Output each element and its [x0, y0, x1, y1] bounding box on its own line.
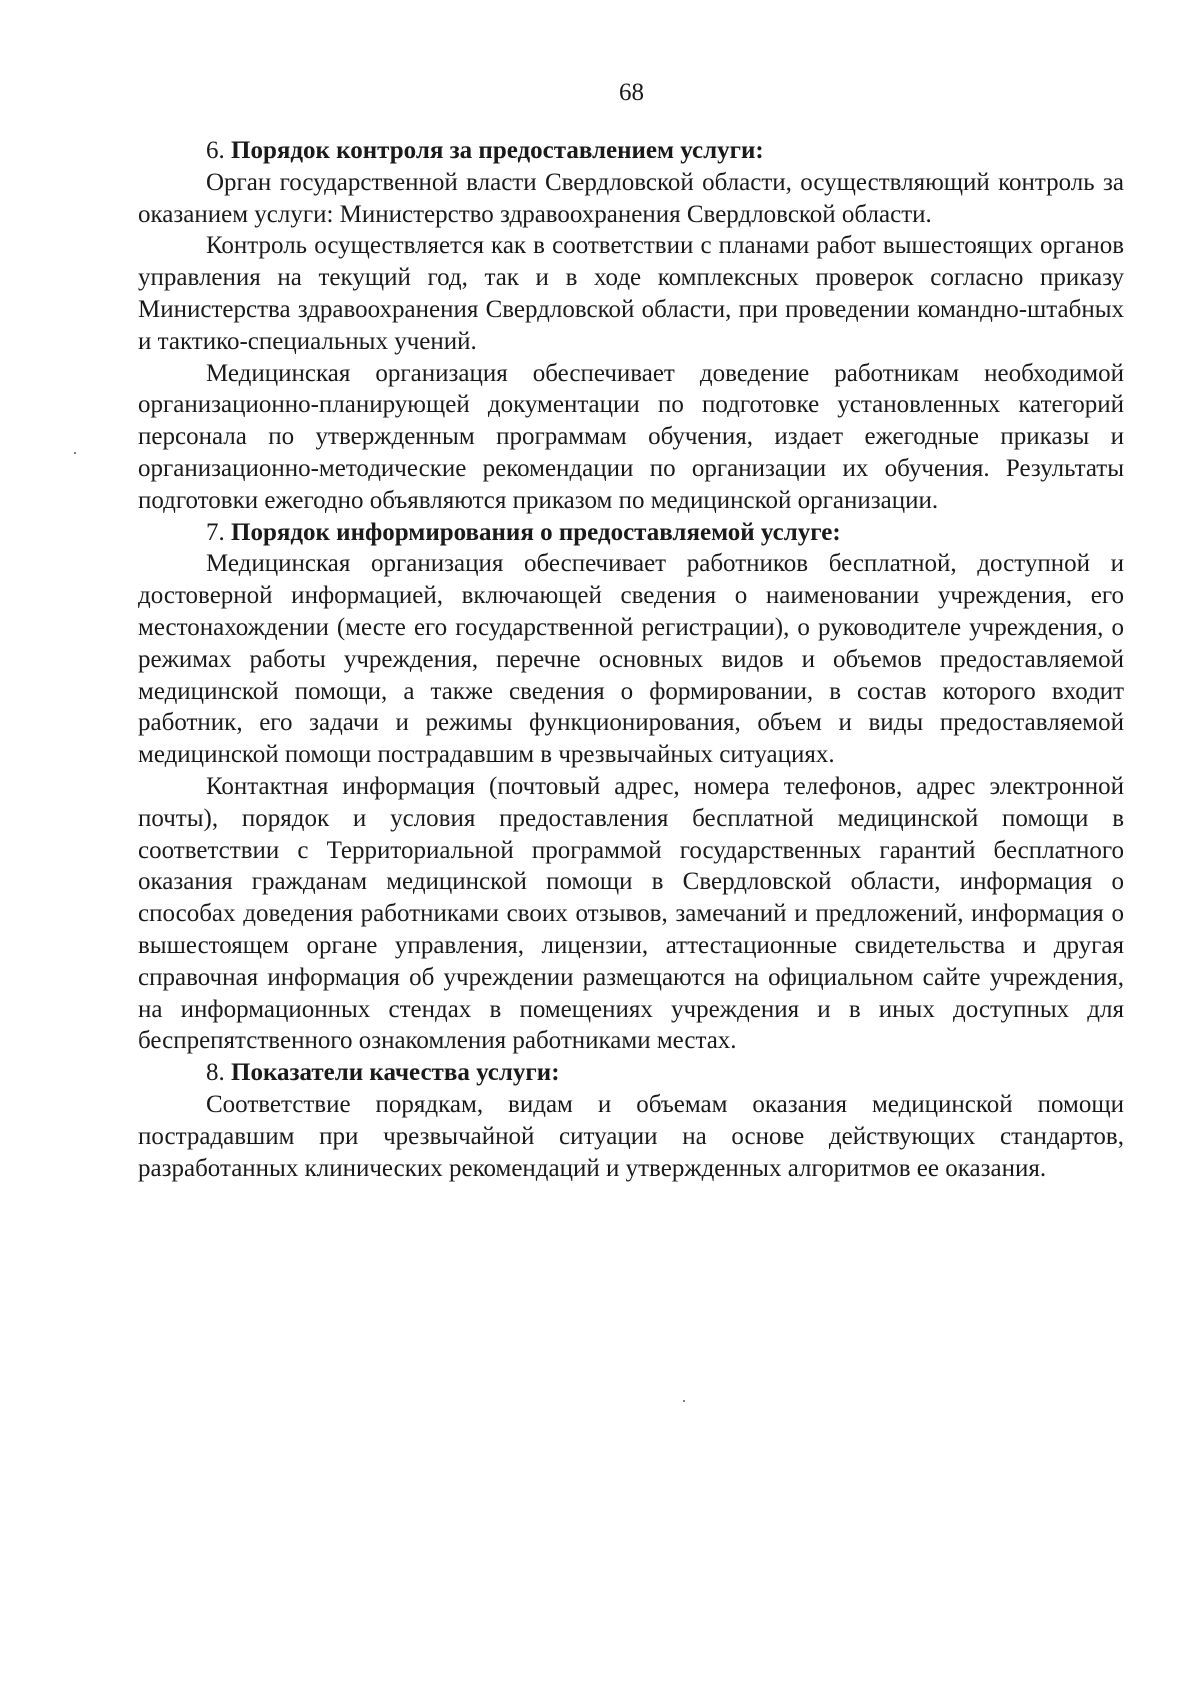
section-title: Порядок контроля за предоставлением услуги:	[231, 137, 764, 164]
page-number: 68	[619, 79, 644, 106]
paragraph: Медицинская организация обеспечивает работников бесплатной, доступной и достоверной информацией, включающей сведения о наименовании учреждения, его местонахождении (месте его государственной регистрации), о руководителе учреждения, о режимах работы учреждения, перечне основных видов и объемов предоставляемой медицинской помощи, а также сведения о формировании, в состав которого входит работник, его задачи и режимы функционирования, объем и виды предоставляемой медицинской помощи пострадавшим в чрезвычайных ситуациях.	[138, 550, 1124, 769]
paragraph: Соответствие порядкам, видам и объемам оказания медицинской помощи пострадавшим при чрезвычайной ситуации на основе действующих стандартов, разработанных клинических рекомендаций и утвержденных алгоритмов ее оказания.	[138, 1090, 1124, 1182]
scan-speck	[683, 1400, 685, 1402]
paragraph: Контактная информация (почтовый адрес, номера телефонов, адрес электронной почты), порядок и условия предоставления бесплатной медицинской помощи в соответствии с Территориальной программой государственных гарантий бесплатного оказания гражданам медицинской помощи в Свердловской области, информация о способах доведения работниками своих отзывов, замечаний и предложений, информация о вышестоящем органе управления, лицензии, аттестационные свидетельства и другая справочная информация об учреждении размещаются на официальном сайте учреждения, на информационных стендах в помещениях учреждения и в иных доступных для беспрепятственного ознакомления работниками местах.	[138, 772, 1124, 1055]
paragraph: Контроль осуществляется как в соответствии с планами работ вышестоящих органов управления на текущий год, так и в ходе комплексных проверок согласно приказу Министерства здравоохранения Свердловской области, при проведении командно-штабных и тактико-специальных учений.	[138, 232, 1124, 355]
section-heading-8	[138, 1057, 1124, 1089]
section-number: 8.	[206, 1059, 225, 1087]
section-title: Показатели качества услуги:	[231, 1059, 560, 1087]
section-heading-6	[138, 135, 1124, 167]
paragraph: Орган государственной власти Свердловской области, осуществляющий контроль за оказанием услуги: Министерство здравоохранения Свердловской области.	[138, 168, 1124, 228]
scan-speck	[74, 452, 76, 454]
section-number: 7.	[206, 518, 225, 546]
section-number: 6.	[206, 137, 225, 164]
paragraph: Медицинская организация обеспечивает доведение работникам необходимой организационно-планирующей документации по подготовке установленных категорий персонала по утвержденным программам обучения, издает ежегодные приказы и организационно-методические рекомендации по организации их обучения. Результаты подготовки ежегодно объявляются приказом по медицинской организации.	[138, 359, 1124, 514]
section-title: Порядок информирования о предоставляемой услуге:	[231, 518, 841, 546]
page-content	[138, 135, 1124, 1184]
section-heading-7	[138, 517, 1124, 549]
